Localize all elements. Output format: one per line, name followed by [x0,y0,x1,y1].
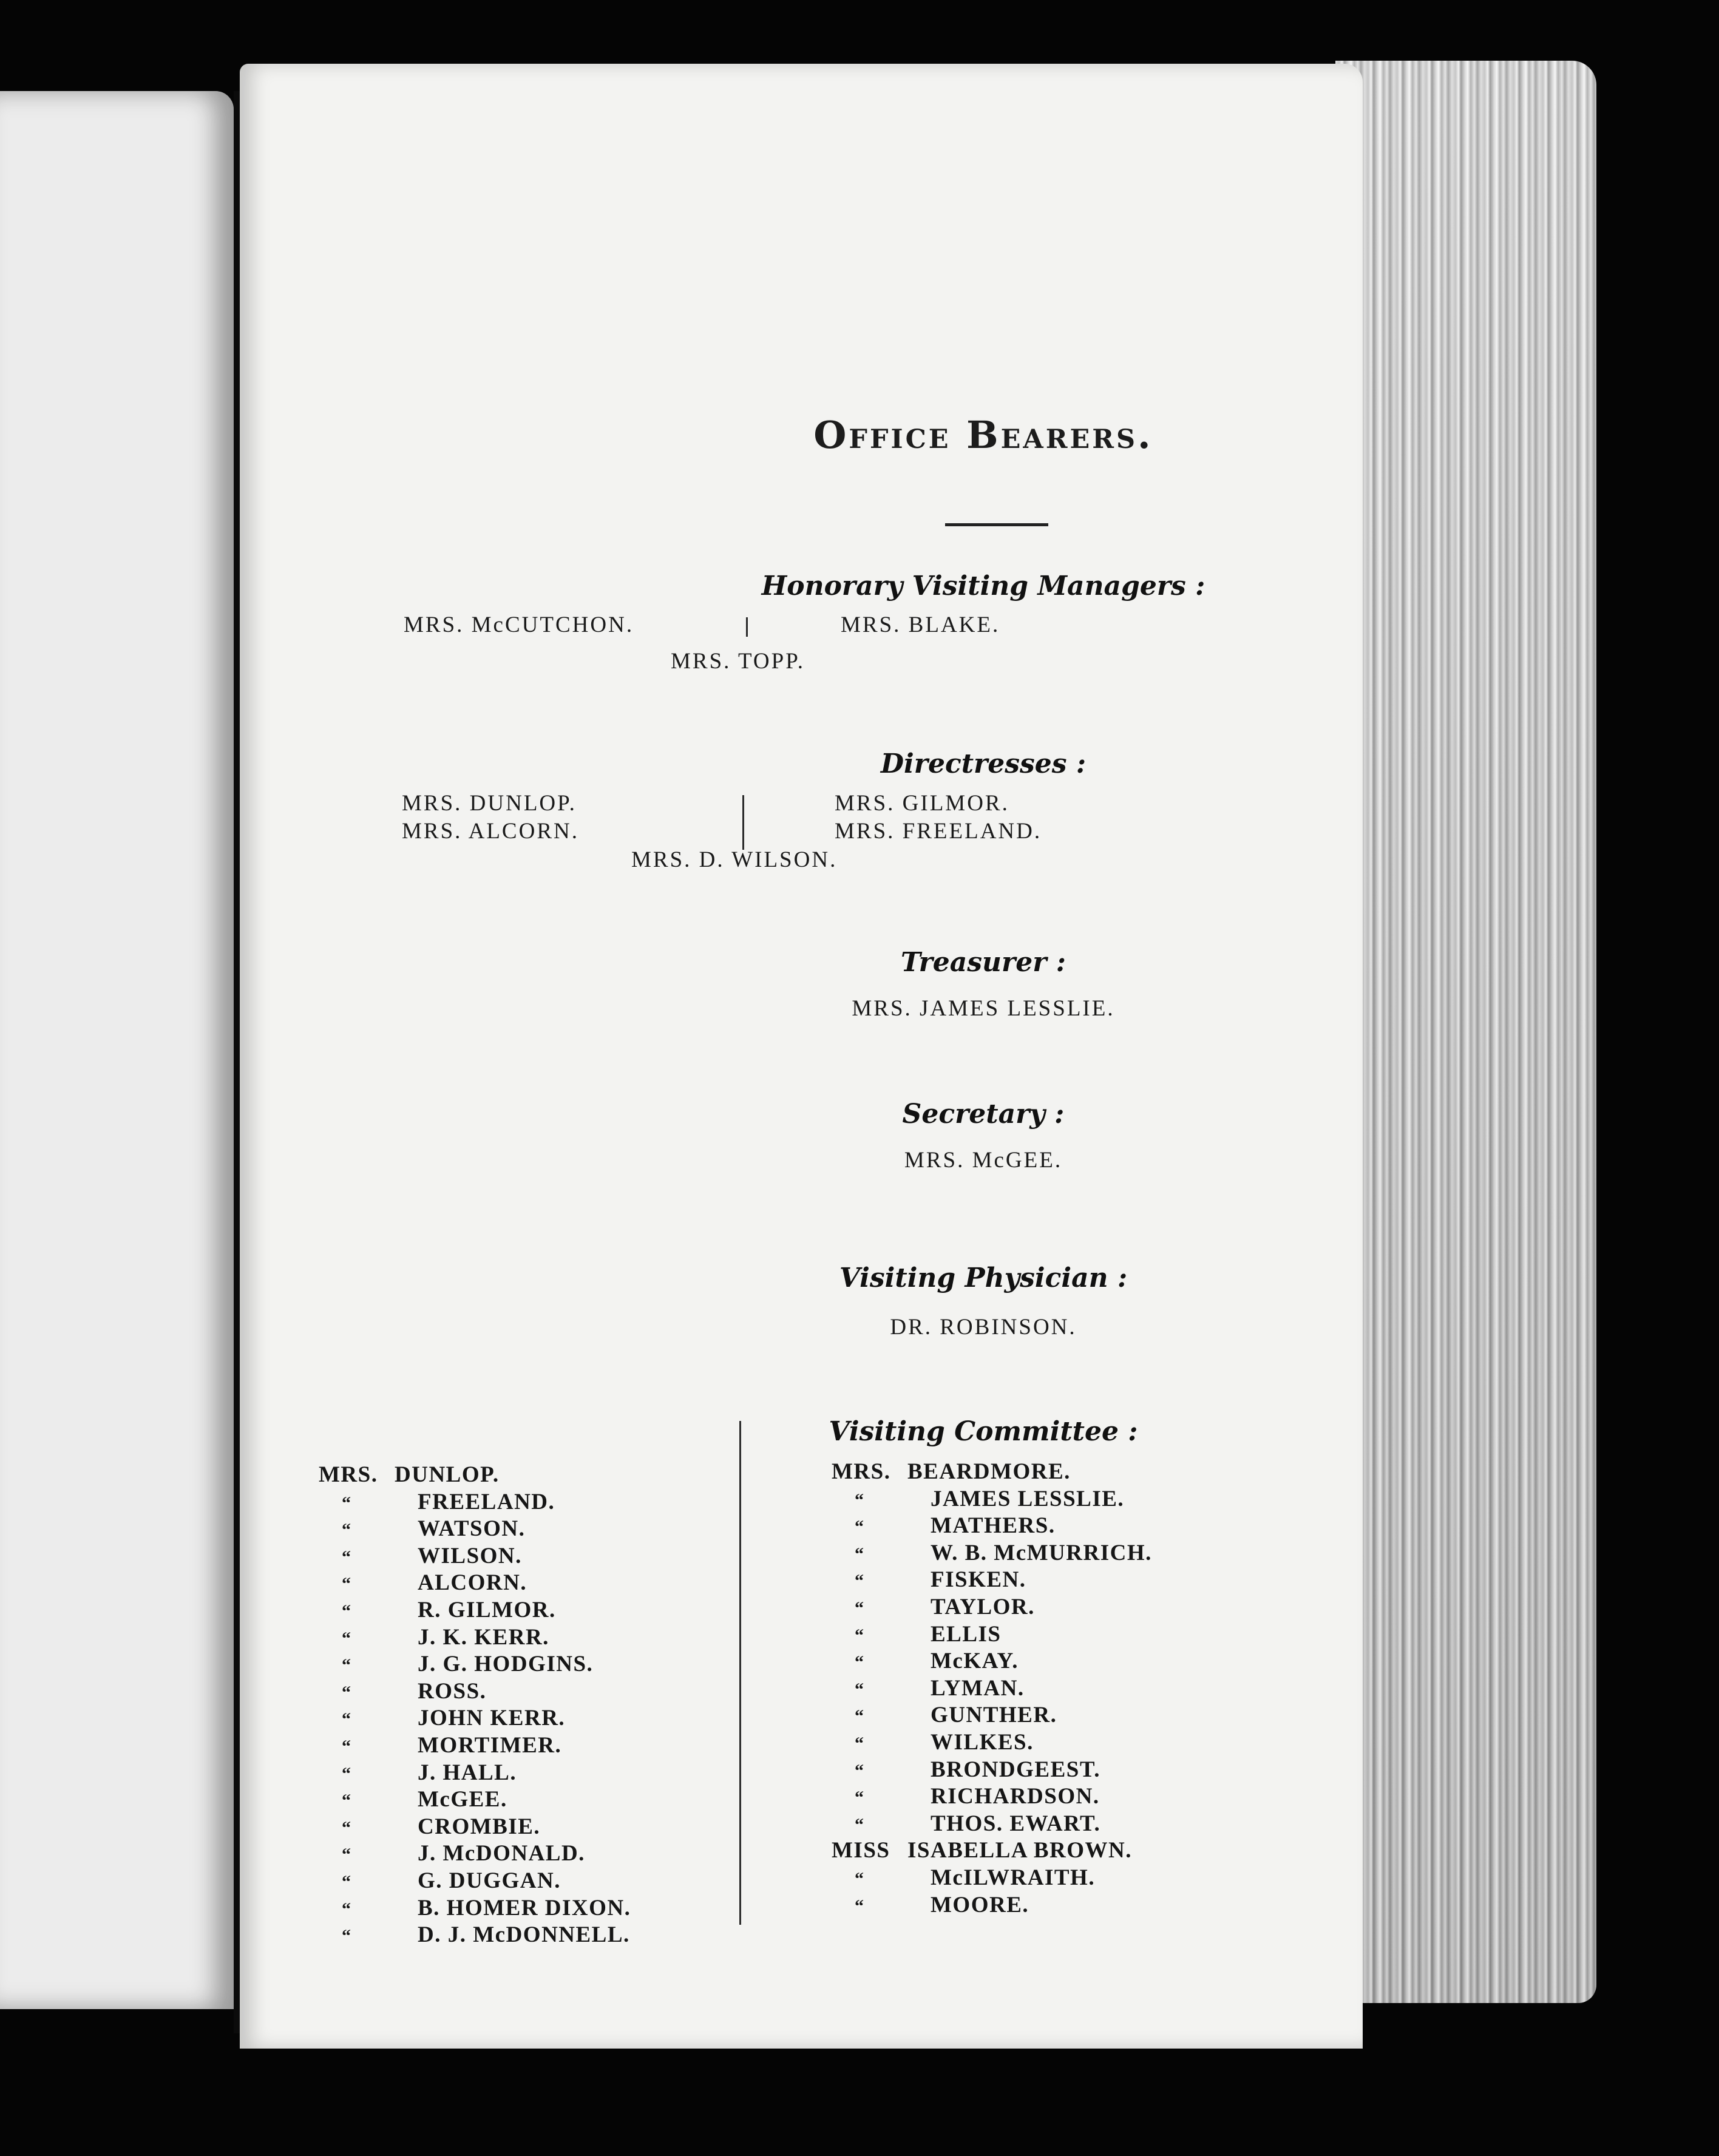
member-prefix: “ [342,1709,352,1730]
member-name: J. HALL. [418,1760,517,1785]
member-prefix: “ [855,1652,865,1673]
member-name: FREELAND. [418,1489,555,1514]
member-name: FISKEN. [931,1567,1026,1593]
member-prefix: “ [855,1544,865,1564]
member-name: ALCORN. [418,1570,527,1596]
manager-name: MRS. BLAKE. [841,612,1000,637]
member-name: W. B. McMURRICH. [931,1540,1152,1565]
column-divider [742,795,744,850]
member-prefix: MISS [832,1838,890,1863]
member-prefix: “ [855,1706,865,1727]
member-name: MATHERS. [931,1513,1056,1539]
member-name: JAMES LESSLIE. [931,1486,1125,1511]
heading-honorary-visiting-managers: Honorary Visiting Managers : [761,571,1205,602]
member-prefix: “ [342,1628,352,1649]
directress-name: MRS. D. WILSON. [631,847,838,872]
member-name: TAYLOR. [931,1595,1035,1619]
committee-member [319,1462,500,1488]
committee-member [319,1840,585,1867]
member-name: G. DUGGAN. [418,1868,561,1893]
member-name: BEARDMORE. [907,1459,1071,1484]
committee-member [319,1760,517,1786]
member-name: J. K. KERR. [418,1624,549,1650]
member-prefix: “ [855,1760,865,1781]
committee-member [832,1837,1132,1864]
member-prefix: MRS. [319,1462,378,1487]
directress-name: MRS. GILMOR. [835,791,1009,816]
member-name: WILKES. [931,1730,1034,1755]
committee-member [832,1459,1071,1485]
member-name: DUNLOP. [395,1462,500,1487]
committee-member [832,1757,1100,1783]
committee-member [832,1594,1035,1621]
page-title: Office Bearers. [813,413,1153,457]
member-prefix: “ [342,1872,352,1892]
member-name: LYMAN. [931,1675,1025,1701]
member-prefix: “ [855,1490,865,1510]
member-prefix: “ [342,1791,352,1811]
committee-column-divider [739,1421,741,1925]
member-prefix: “ [855,1869,865,1889]
committee-member [319,1732,561,1759]
member-name: ROSS. [418,1678,487,1704]
member-name: BRONDGEEST. [931,1757,1101,1782]
member-name: RICHARDSON. [931,1784,1100,1809]
member-prefix: “ [855,1625,865,1646]
member-prefix: MRS. [832,1459,891,1484]
member-prefix: “ [342,1737,352,1757]
member-prefix: “ [855,1896,865,1916]
heading-visiting-committee: Visiting Committee : [829,1416,1138,1447]
member-prefix: “ [855,1814,865,1835]
committee-member [319,1651,593,1678]
committee-member [832,1783,1100,1810]
directress-name: MRS. ALCORN. [402,819,579,844]
member-name: THOS. EWART. [931,1811,1101,1836]
committee-member [319,1678,486,1705]
member-name: B. HOMER DIXON. [418,1895,631,1920]
committee-member [832,1540,1152,1567]
left-page [0,91,234,2009]
page-edges [1335,61,1596,2003]
secretary-name: MRS. McGEE. [904,1148,1063,1173]
title-divider [945,523,1048,526]
member-name: MORTIMER. [418,1733,562,1758]
member-prefix: “ [342,1926,352,1947]
committee-member [319,1570,527,1596]
member-name: J. McDONALD. [418,1841,585,1866]
member-name: D. J. McDONNELL. [418,1922,630,1948]
member-name: J. G. HODGINS. [418,1652,594,1677]
member-prefix: “ [855,1571,865,1592]
heading-directresses: Directresses : [880,748,1087,779]
member-prefix: “ [342,1520,352,1541]
member-prefix: “ [855,1679,865,1700]
member-prefix: “ [342,1574,352,1595]
committee-member [319,1516,525,1542]
manager-name: MRS. TOPP. [671,649,805,674]
member-prefix: “ [342,1493,352,1513]
committee-member [319,1624,549,1651]
directress-name: MRS. FREELAND. [835,819,1042,844]
member-prefix: “ [342,1547,352,1567]
directress-name: MRS. DUNLOP. [402,791,577,816]
heading-secretary: Secretary : [902,1099,1065,1130]
committee-member [319,1922,630,1948]
member-prefix: “ [342,1899,352,1919]
committee-member [832,1892,1029,1919]
committee-member [832,1865,1095,1891]
committee-member [832,1811,1100,1837]
committee-member [832,1567,1026,1593]
committee-member [832,1486,1124,1513]
committee-member [832,1648,1019,1675]
member-name: WILSON. [418,1543,522,1568]
member-name: McILWRAITH. [931,1865,1096,1890]
member-name: ELLIS [931,1621,1002,1647]
member-prefix: “ [342,1655,352,1676]
committee-member [319,1868,561,1894]
committee-member [832,1729,1034,1756]
committee-member [832,1702,1057,1729]
committee-member [319,1895,631,1922]
right-page [240,64,1363,2049]
committee-member [319,1814,540,1840]
member-name: R. GILMOR. [418,1598,556,1622]
manager-name: MRS. McCUTCHON. [404,612,634,637]
physician-name: DR. ROBINSON. [890,1315,1077,1340]
committee-member [319,1786,507,1813]
column-divider [746,617,748,637]
heading-treasurer: Treasurer : [901,947,1066,978]
member-name: MOORE. [931,1892,1029,1917]
member-prefix: “ [342,1845,352,1865]
member-name: WATSON. [418,1516,526,1542]
committee-member [319,1597,556,1624]
member-prefix: “ [342,1817,352,1838]
member-prefix: “ [855,1598,865,1618]
member-name: McKAY. [931,1649,1019,1674]
member-name: CROMBIE. [418,1814,541,1839]
member-prefix: “ [342,1601,352,1621]
member-name: McGEE. [418,1787,507,1812]
member-prefix: “ [342,1763,352,1784]
member-name: JOHN KERR. [418,1706,566,1731]
committee-member [319,1543,522,1570]
committee-member [832,1675,1025,1702]
committee-member [832,1513,1056,1539]
member-name: GUNTHER. [931,1703,1057,1728]
treasurer-name: MRS. JAMES LESSLIE. [852,996,1115,1021]
member-name: ISABELLA BROWN. [907,1838,1132,1863]
heading-visiting-physician: Visiting Physician : [839,1263,1128,1293]
committee-member [832,1621,1002,1648]
committee-member [319,1489,555,1516]
member-prefix: “ [855,1734,865,1754]
member-prefix: “ [855,1517,865,1537]
member-prefix: “ [342,1682,352,1703]
committee-member [319,1705,565,1732]
member-prefix: “ [855,1788,865,1808]
